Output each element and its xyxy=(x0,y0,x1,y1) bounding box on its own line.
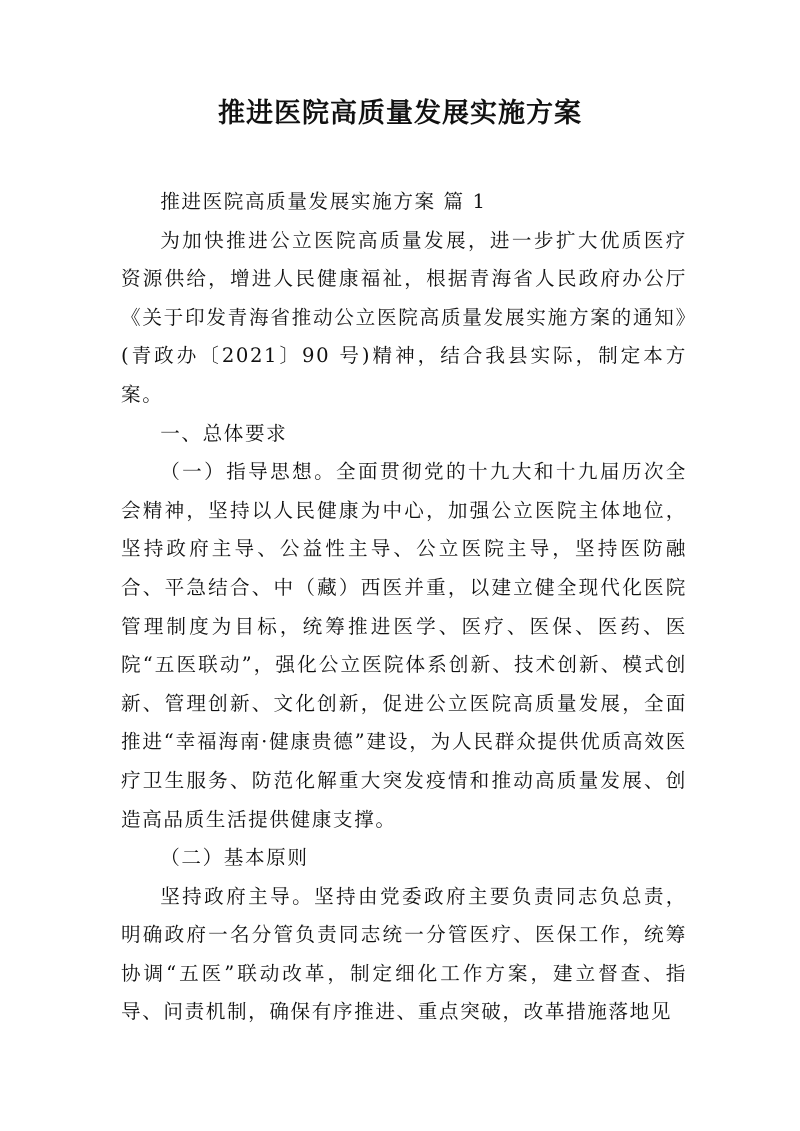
paragraph-guiding-ideology: （一）指导思想。全面贯彻党的十九大和十九届历次全会精神，坚持以人民健康为中心，加强公立医院主体地位，坚持政府主导、公益性主导、公立医院主导，坚持医防融合、平急结合、中（藏）西医并重，以建立健全现代化医院管理制度为目标，统筹推进医学、医疗、医保、医药、医院“五医联动”，强化公立医院体系创新、技术创新、模式创新、管理创新、文化创新，促进公立医院高质量发展，全面推进“幸福海南·健康贵德”建设，为人民群众提供优质高效医疗卫生服务、防范化解重大突发疫情和推动高质量发展、创造高品质生活提供健康支撑。 xyxy=(121,460,687,831)
document-title: 推进医院高质量发展实施方案 xyxy=(218,98,582,129)
document-body xyxy=(121,183,687,1032)
section-heading-basic-principles: （二）基本原则 xyxy=(160,846,309,870)
section-heading-general-requirements: 一、总体要求 xyxy=(160,421,288,445)
paragraph-government-leadership: 坚持政府主导。坚持由党委政府主要负责同志负总责，明确政府一名分管负责同志统一分管医疗、医保工作，统筹协调“五医”联动改革，制定细化工作方案，建立督查、指导、问责机制，确保有序推进、重点突破，改革措施落地见 xyxy=(121,884,687,1024)
paragraph-intro: 为加快推进公立医院高质量发展，进一步扩大优质医疗资源供给，增进人民健康福祉，根据青海省人民政府办公厅《关于印发青海省推动公立医院高质量发展实施方案的通知》(青政办〔2021〕90 号)精神，结合我县实际，制定本方案。 xyxy=(121,228,687,406)
section-heading-article: 推进医院高质量发展实施方案 篇 1 xyxy=(160,190,487,213)
